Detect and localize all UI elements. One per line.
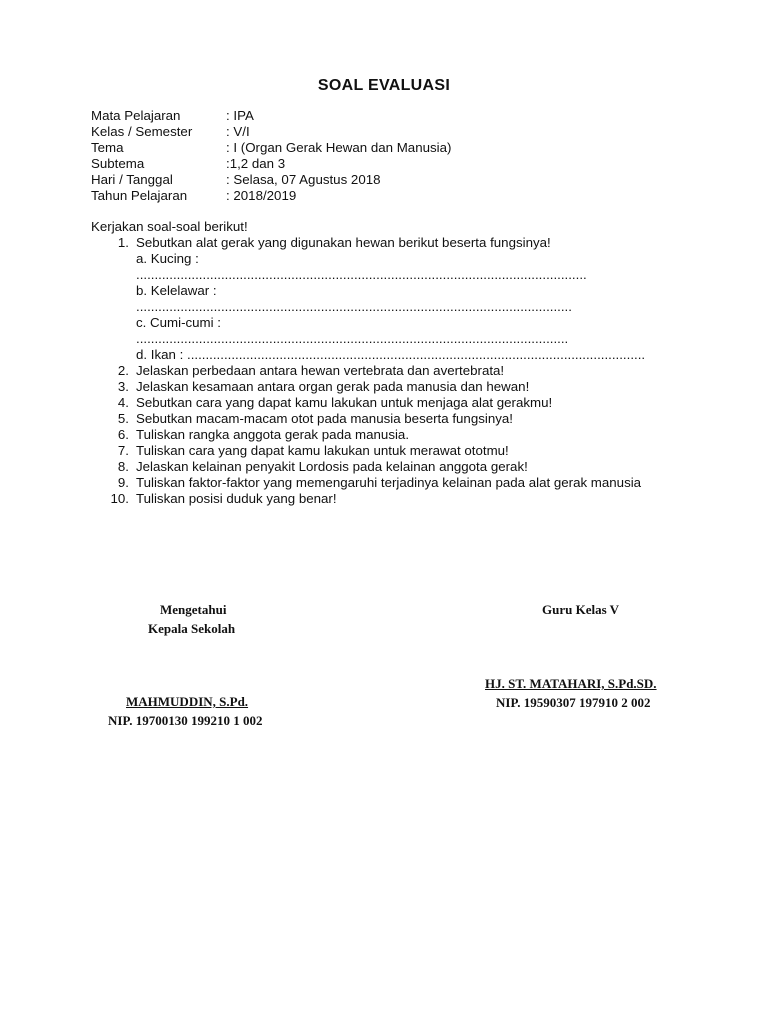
signature-right-name: HJ. ST. MATAHARI, S.Pd.SD. (485, 676, 657, 691)
signature-left-name: MAHMUDDIN, S.Pd. (126, 694, 249, 709)
question-text: Sebutkan cara yang dapat kamu lakukan untuk menjaga alat gerakmu! (136, 395, 553, 410)
question-number: 3. (117, 379, 129, 394)
info-label: Hari / Tanggal (91, 172, 173, 187)
question-number: 10. (110, 491, 129, 506)
question-item (91, 475, 691, 491)
answer-dotted-line: ...................................................................................................................... (136, 299, 572, 314)
signature-right-nip: NIP. 19590307 197910 2 002 (496, 695, 651, 710)
info-value: :1,2 dan 3 (226, 156, 286, 171)
info-row-year (91, 188, 451, 204)
signature-left-nip: NIP. 19700130 199210 1 002 (108, 713, 263, 728)
question-number: 9. (117, 475, 129, 490)
info-label: Subtema (91, 156, 145, 171)
question-item (91, 443, 691, 459)
question-number: 6. (117, 427, 129, 442)
question-text: Tuliskan faktor-faktor yang memengaruhi terjadinya kelainan pada alat gerak manusia (136, 475, 642, 490)
question-text: Sebutkan alat gerak yang digunakan hewan berikut beserta fungsinya! (136, 235, 551, 250)
sub-item-label: a. Kucing : (136, 251, 199, 266)
question-item (91, 411, 691, 427)
info-block (91, 108, 451, 204)
question-text: Jelaskan kesamaan antara organ gerak pada manusia dan hewan! (136, 379, 530, 394)
question-number: 5. (117, 411, 129, 426)
instruction: Kerjakan soal-soal berikut! (91, 219, 248, 234)
question-number: 1. (117, 235, 129, 250)
question-number: 4. (117, 395, 129, 410)
question-text: Tuliskan rangka anggota gerak pada manusia. (136, 427, 410, 442)
info-value: : Selasa, 07 Agustus 2018 (226, 172, 381, 187)
question-list (91, 235, 691, 507)
info-label: Kelas / Semester (91, 124, 193, 139)
info-value: : I (Organ Gerak Hewan dan Manusia) (226, 140, 452, 155)
info-label: Tema (91, 140, 124, 155)
info-value: : 2018/2019 (226, 188, 297, 203)
question-text: Tuliskan cara yang dapat kamu lakukan untuk merawat ototmu! (136, 443, 509, 458)
sub-item-label: b. Kelelawar : (136, 283, 217, 298)
info-row-date (91, 172, 451, 188)
info-value: : V/I (226, 124, 250, 139)
info-label: Mata Pelajaran (91, 108, 181, 123)
info-label: Tahun Pelajaran (91, 188, 188, 203)
info-row-theme (91, 140, 451, 156)
info-row-subject (91, 108, 451, 124)
answer-dotted-line: .......................................................................................................................... (136, 267, 587, 282)
info-row-class (91, 124, 451, 140)
question-item (91, 427, 691, 443)
question-item (91, 363, 691, 379)
signature-right-role: Guru Kelas V (542, 602, 620, 617)
signature-left-heading: Mengetahui (160, 602, 227, 617)
question-number: 2. (117, 363, 129, 378)
answer-dotted-line: ..................................................................................................................... (136, 331, 569, 346)
question-number: 8. (117, 459, 129, 474)
question-item (91, 235, 691, 251)
question-item (91, 395, 691, 411)
signature-left-role: Kepala Sekolah (148, 621, 236, 636)
info-row-subtheme (91, 156, 451, 172)
question-text: Sebutkan macam-macam otot pada manusia beserta fungsinya! (136, 411, 513, 426)
question-item (91, 491, 691, 507)
question-text: Jelaskan kelainan penyakit Lordosis pada kelainan anggota gerak! (136, 459, 528, 474)
question-item (91, 379, 691, 395)
sub-item-label: c. Cumi-cumi : (136, 315, 221, 330)
question-item (91, 459, 691, 475)
question-text: Jelaskan perbedaan antara hewan vertebrata dan avertebrata! (136, 363, 505, 378)
sub-item-with-dots: d. Ikan : ............................................................................................................................ (136, 347, 646, 362)
info-value: : IPA (226, 108, 254, 123)
question-text: Tuliskan posisi duduk yang benar! (136, 491, 337, 506)
document-title: SOAL EVALUASI (317, 77, 451, 94)
question-number: 7. (117, 443, 129, 458)
